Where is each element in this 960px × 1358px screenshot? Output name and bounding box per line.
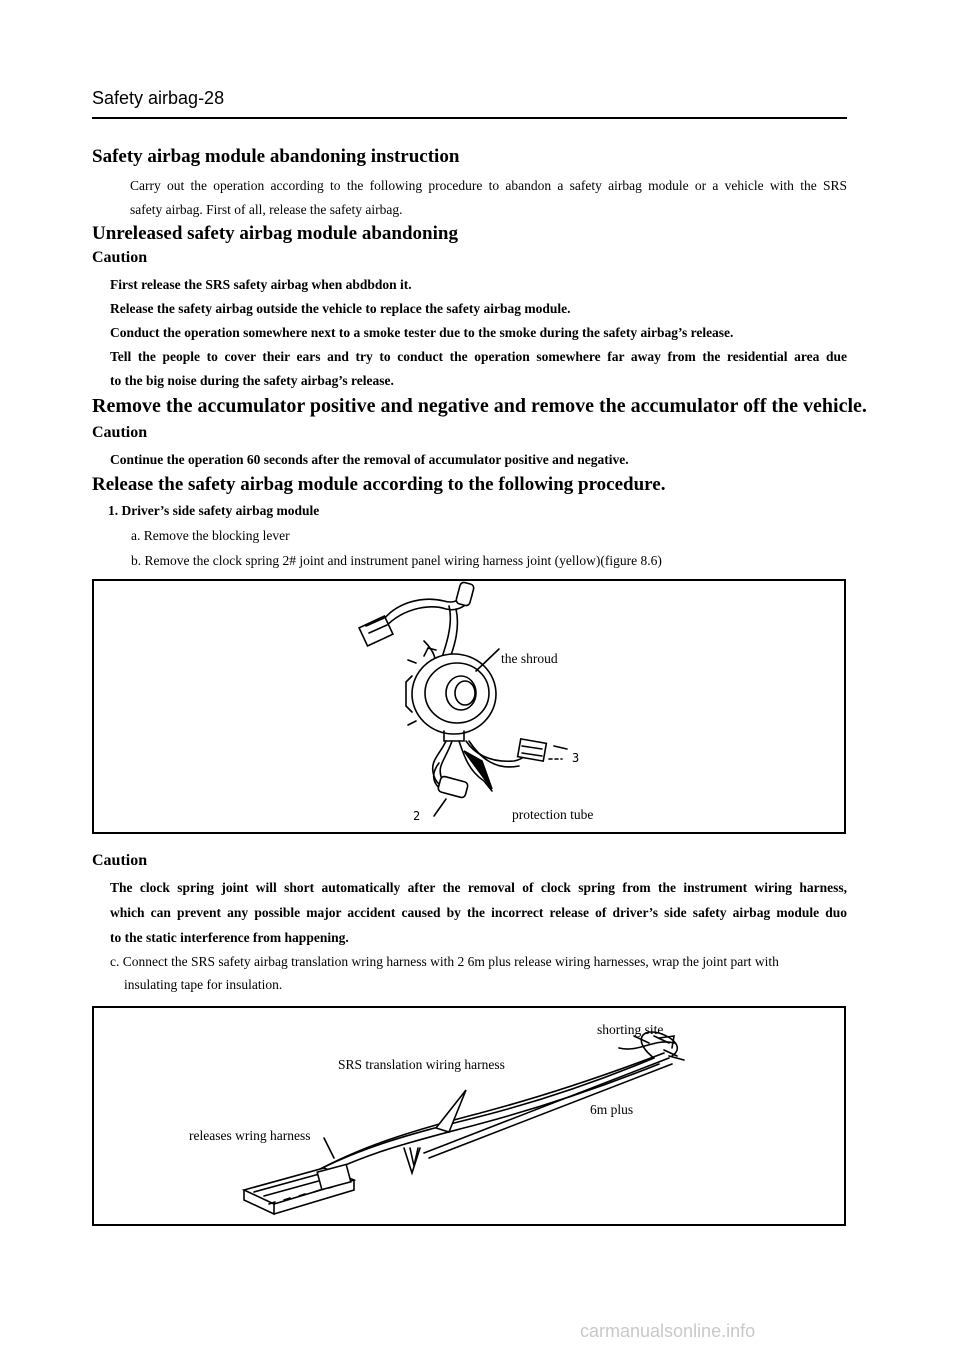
caution-1-line-3: Conduct the operation somewhere next to a smoke tester due to the smoke during the safety airbag’s release. (110, 325, 734, 340)
header-rule (92, 117, 847, 119)
caution-label-3: Caution (92, 852, 148, 869)
step-a: a. Remove the blocking lever (131, 528, 290, 543)
section-title-remove-accumulator: Remove the accumulator positive and negative and remove the accumulator off the vehicle. (92, 395, 867, 417)
watermark: carmanualsonline.info (580, 1321, 756, 1341)
label-the-shroud: the shroud (501, 651, 558, 666)
abandon-intro-line-1: Carry out the operation according to the following procedure to abandon a safety airbag module or a vehicle with the SRS (130, 178, 847, 193)
caution-label-2: Caution (92, 424, 148, 441)
caution-3-line-3: to the static interference from happening. (110, 930, 349, 945)
caution-2-line: Continue the operation 60 seconds after the removal of accumulator positive and negative. (110, 452, 629, 467)
caution-1-line-5: to the big noise during the safety airbag’s release. (110, 373, 394, 388)
caution-3-line-2: which can prevent any possible major accident caused by the incorrect release of driver’s side safety airbag module duo (110, 905, 847, 920)
label-releases-harness: releases wring harness (189, 1128, 311, 1143)
page-header: Safety airbag-28 (92, 88, 225, 108)
wiring-harness-illustration (94, 1008, 844, 1224)
caution-1-line-4: Tell the people to cover their ears and try to conduct the operation somewhere far away from the residential area due (110, 349, 847, 364)
step-c-line-2: insulating tape for insulation. (124, 977, 283, 992)
caution-1-line-1: First release the SRS safety airbag when abdbdon it. (110, 277, 412, 292)
label-3: 3 (572, 751, 580, 765)
abandon-intro-line-2: safety airbag. First of all, release the safety airbag. (130, 202, 403, 217)
label-2: 2 (413, 809, 421, 823)
label-shorting-site: shorting site (597, 1022, 664, 1037)
caution-1-line-2: Release the safety airbag outside the vehicle to replace the safety airbag module. (110, 301, 571, 316)
clock-spring-illustration (94, 581, 844, 832)
caution-label-1: Caution (92, 249, 148, 266)
label-protection-tube: protection tube (512, 807, 594, 822)
step-1: 1. Driver’s side safety airbag module (108, 503, 320, 518)
step-b: b. Remove the clock spring 2# joint and instrument panel wiring harness joint (yellow)(figure 8.6) (131, 553, 662, 568)
section-title-release: Release the safety airbag module according to the following procedure. (92, 474, 666, 495)
section-title-abandoning: Safety airbag module abandoning instruction (92, 146, 460, 167)
label-srs-translation-harness: SRS translation wiring harness (338, 1057, 505, 1072)
caution-3-line-1: The clock spring joint will short automatically after the removal of clock spring from the instrument wiring harness, (110, 880, 847, 895)
label-6m-plus: 6m plus (590, 1102, 634, 1117)
step-c-line-1: c. Connect the SRS safety airbag translation wring harness with 2 6m plus release wiring harnesses, wrap the joint part with (110, 954, 779, 969)
figure-clock-spring (92, 579, 846, 834)
section-title-unreleased: Unreleased safety airbag module abandoning (92, 223, 458, 244)
figure-wiring-harness (92, 1006, 846, 1226)
